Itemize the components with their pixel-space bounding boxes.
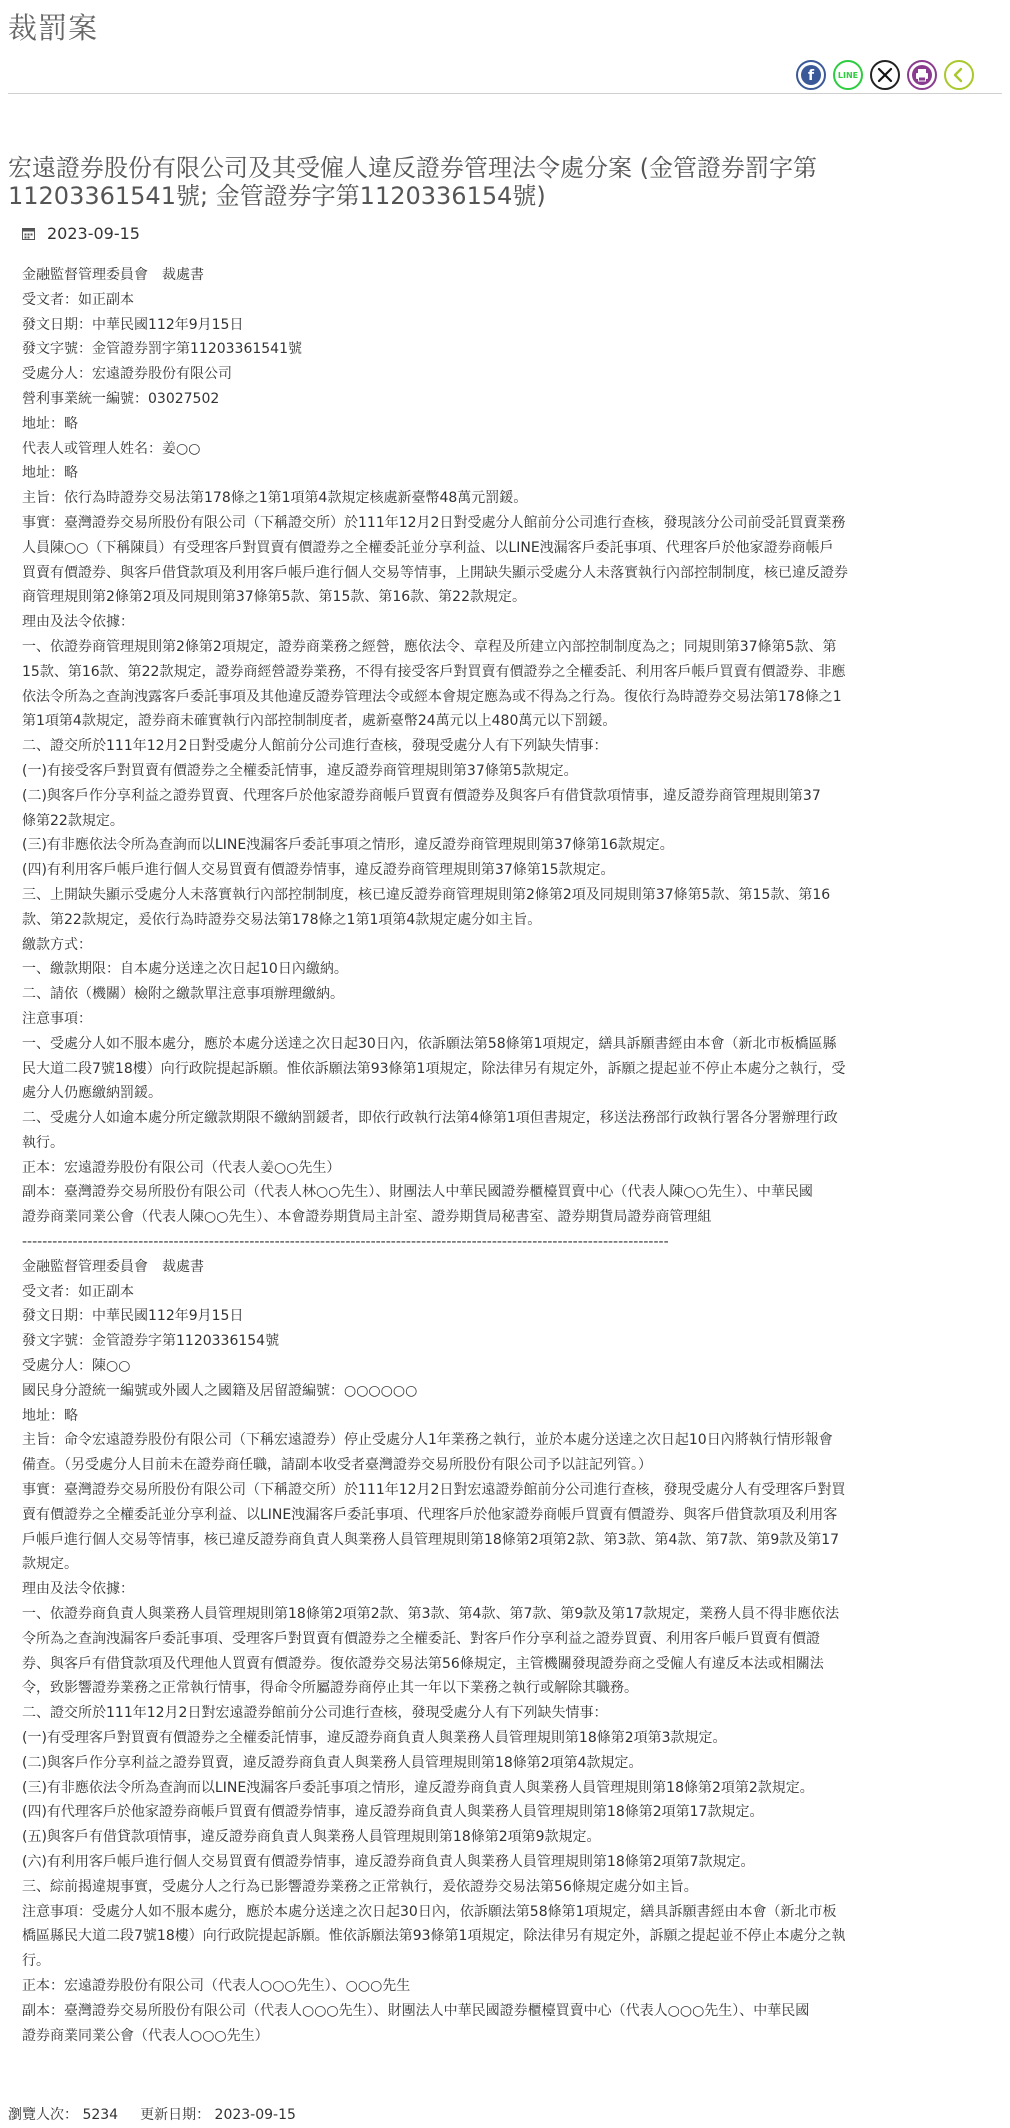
facebook-share-button[interactable] xyxy=(796,60,826,90)
document-line: 注意事項：受處分人如不服本處分，應於本處分送達之次日起30日內，依訴願法第58條第1項規定，繕具訴願書經由本會（新北市板 xyxy=(22,1903,837,1920)
document-line: 副本：臺灣證券交易所股份有限公司（代表人○○○先生）、財團法人中華民國證券櫃檯買賣中心（代表人○○○先生）、中華民國 xyxy=(22,2002,810,2019)
document-line: 三、上開缺失顯示受處分人未落實執行內部控制制度，核已違反證券商管理規則第2條第2項及同規則第37條第5款、第15款、第16 xyxy=(22,886,831,903)
heading-divider xyxy=(8,93,1002,94)
document-line: 橋區縣民大道二段7號18樓）向行政院提起訴願。惟依訴願法第93條第1項規定，除法律另有規定外，訴願之提起並不停止本處分之執 xyxy=(22,1928,846,1945)
document-line: 處分人仍應繳納罰鍰。 xyxy=(22,1085,162,1102)
document-line: 賣有價證券之全權委託並分享利益、以LINE洩漏客戶委託事項、代理客戶於他家證券商帳戶買賣有價證券、與客戶借貸款項及利用客 xyxy=(22,1506,838,1523)
document-line: 金融監督管理委員會 裁處書 xyxy=(22,1258,204,1275)
document-line: 代表人或管理人姓名：姜○○ xyxy=(22,440,201,457)
document-line: 事實：臺灣證券交易所股份有限公司（下稱證交所）於111年12月2日對受處分人館前分公司進行查核，發現該分公司前受託買賣業務 xyxy=(22,514,846,531)
document-line: (一)有接受客戶對買賣有價證券之全權委託情事，違反證券商管理規則第37條第5款規定。 xyxy=(22,762,578,779)
print-button[interactable] xyxy=(907,60,937,90)
updated-date: 更新日期： 2023-09-15 xyxy=(140,2107,296,2123)
document-line: 款規定。 xyxy=(22,1556,78,1573)
document-line: 受處分人：宏遠證券股份有限公司 xyxy=(22,366,232,383)
document-line: 地址：略 xyxy=(22,465,78,482)
document-line: (六)有利用客戶帳戶進行個人交易買賣有價證券情事，違反證券商負責人與業務人員管理規則第18條第2項第7款規定。 xyxy=(22,1854,755,1870)
document-line: 民大道二段7號18樓）向行政院提起訴願。惟依訴願法第93條第1項規定，除法律另有規定外，訴願之提起並不停止本處分之執行，受 xyxy=(22,1060,846,1077)
page-heading: 裁罰案 xyxy=(8,11,99,45)
document-line: 地址：略 xyxy=(22,415,78,432)
document-line: 戶帳戶進行個人交易等情事，核已違反證券商負責人與業務人員管理規則第18條第2項第2款、第3款、第4款、第7款、第9款及第17 xyxy=(22,1531,840,1548)
document-line: 主旨：依行為時證券交易法第178條之1第1項第4款規定核處新臺幣48萬元罰鍰。 xyxy=(22,490,528,507)
x-share-button[interactable] xyxy=(870,60,900,90)
document-line: (四)有利用客戶帳戶進行個人交易買賣有價證券情事，違反證券商管理規則第37條第15款規定。 xyxy=(22,862,615,879)
document-line: 令，致影響證券業務之正常執行情事，得命令所屬證券商停止其一年以下業務之執行或解除其職務。 xyxy=(22,1680,638,1697)
document-line: 繳款方式： xyxy=(22,936,92,953)
document-line: 第1項第4款規定，證券商未確實執行內部控制制度者，處新臺幣24萬元以上480萬元以下罰鍰。 xyxy=(22,713,617,730)
document-line: 受處分人：陳○○ xyxy=(22,1358,131,1375)
document-line: (四)有代理客戶於他家證券商帳戶買賣有價證券情事，違反證券商負責人與業務人員管理規則第18條第2項第17款規定。 xyxy=(22,1804,764,1821)
document-line: 正本：宏遠證券股份有限公司（代表人○○○先生）、○○○先生 xyxy=(22,1977,411,1994)
document-line: 二、證交所於111年12月2日對宏遠證券館前分公司進行查核，發現受處分人有下列缺失情事： xyxy=(22,1705,608,1722)
line-share-button[interactable] xyxy=(833,60,863,90)
document-line: (二)與客戶作分享利益之證券買賣、代理客戶於他家證券商帳戶買賣有價證券及與客戶有借貸款項情事，違反證券商管理規則第37 xyxy=(22,787,821,804)
document-line: 三、綜前揭違規事實，受處分人之行為已影響證券業務之正常執行，爰依證券交易法第56條規定處分如主旨。 xyxy=(22,1878,698,1895)
svg-text:f: f xyxy=(807,68,815,84)
document-line: 二、請依（機關）檢附之繳款單注意事項辦理繳納。 xyxy=(22,986,344,1003)
document-line: 發文日期：中華民國112年9月15日 xyxy=(22,316,244,333)
facebook-icon xyxy=(801,65,821,85)
document-line: 受文者：如正副本 xyxy=(22,1283,134,1300)
document-line: 依法令所為之查詢洩露客戶委託事項及其他違反證券管理法令或經本會規定應為或不得為之行為。復依行為時證券交易法第178條之1 xyxy=(22,688,842,705)
document-line: 15款、第16款、第22款規定，證券商經營證券業務，不得有接受客戶對買賣有價證券之全權委託、利用客戶帳戶買賣有價證券、非應 xyxy=(22,663,846,680)
back-button[interactable] xyxy=(944,60,974,90)
document-line: 發文字號：金管證券字第1120336154號 xyxy=(22,1333,280,1350)
document-line: 款、第22款規定，爰依行為時證券交易法第178條之1第1項第4款規定處分如主旨。 xyxy=(22,911,542,928)
document-line: 行。 xyxy=(22,1953,50,1970)
document-line: 證券商業同業公會（代表人○○○先生） xyxy=(22,2027,269,2044)
document-line: 理由及法令依據： xyxy=(22,614,134,631)
publish-date-row xyxy=(22,224,140,243)
document-line: 人員陳○○（下稱陳員）有受理客戶對買賣有價證券之全權委託並分享利益、以LINE洩漏客戶委託事項、代理客戶於他家證券商帳戶 xyxy=(22,539,834,556)
document-line: 條第22款規定。 xyxy=(22,812,124,829)
chevron-left-icon xyxy=(950,66,968,84)
print-icon xyxy=(912,65,932,85)
document-line: 注意事項： xyxy=(22,1010,92,1027)
document-line: 備查。（另受處分人目前未在證券商任職，請副本收受者臺灣證券交易所股份有限公司予以註記列管。） xyxy=(22,1457,652,1474)
share-toolbar xyxy=(796,60,974,90)
document-line: 副本：臺灣證券交易所股份有限公司（代表人林○○先生）、財團法人中華民國證券櫃檯買賣中心（代表人陳○○先生）、中華民國 xyxy=(22,1184,813,1201)
publish-date: 2023-09-15 xyxy=(47,224,140,243)
document-line: 一、依證券商管理規則第2條第2項規定，證券商業務之經營，應依法令、章程及所建立內部控制制度為之；同規則第37條第5款、第 xyxy=(22,638,837,655)
calendar-icon xyxy=(22,227,35,240)
document-line: 一、受處分人如不服本處分，應於本處分送達之次日起30日內，依訴願法第58條第1項規定，繕具訴願書經由本會（新北市板橋區縣 xyxy=(22,1035,837,1052)
document-title: 宏遠證券股份有限公司及其受僱人違反證券管理法令處分案 (金管證券罰字第11203361541號; 金管證券字第1120336154號) xyxy=(8,154,817,210)
document-line: (一)有受理客戶對買賣有價證券之全權委託情事，違反證券商負責人與業務人員管理規則第18條第2項第3款規定。 xyxy=(22,1730,727,1747)
document-line: (三)有非應依法令所為查詢而以LINE洩漏客戶委託事項之情形，違反證券商管理規則第37條第16款規定。 xyxy=(22,837,674,854)
document-line: 地址：略 xyxy=(22,1407,78,1424)
document-line: 一、依證券商負責人與業務人員管理規則第18條第2項第2款、第3款、第4款、第7款、第9款及第17款規定，業務人員不得非應依法 xyxy=(22,1606,840,1623)
document-line: 國民身分證統一編號或外國人之國籍及居留證編號：○○○○○○ xyxy=(22,1382,418,1399)
page-footer xyxy=(8,2104,296,2124)
document-line: (三)有非應依法令所為查詢而以LINE洩漏客戶委託事項之情形，違反證券商負責人與業務人員管理規則第18條第2項第2款規定。 xyxy=(22,1779,814,1796)
document-line: 執行。 xyxy=(22,1134,64,1151)
document-line: 金融監督管理委員會 裁處書 xyxy=(22,267,204,283)
document-line: 發文字號：金管證券罰字第11203361541號 xyxy=(22,341,302,358)
document-line: 理由及法令依據： xyxy=(22,1581,134,1598)
document-body xyxy=(22,263,982,2048)
document-line: 二、證交所於111年12月2日對受處分人館前分公司進行查核，發現受處分人有下列缺失情事： xyxy=(22,738,608,755)
document-line: 營利事業統一編號：03027502 xyxy=(22,390,220,407)
document-line: 事實：臺灣證券交易所股份有限公司（下稱證交所）於111年12月2日對宏遠證券館前分公司進行查核，發現受處分人有受理客戶對買 xyxy=(22,1482,846,1499)
document-line: 令所為之查詢洩漏客戶委託事項、受理客戶對買賣有價證券之全權委託、對客戶作分享利益之證券買賣、利用客戶帳戶買賣有價證 xyxy=(22,1630,820,1647)
x-logo-icon xyxy=(876,66,894,84)
line-icon xyxy=(836,65,860,85)
document-line: 發文日期：中華民國112年9月15日 xyxy=(22,1308,244,1325)
document-line: 一、繳款期限：自本處分送達之次日起10日內繳納。 xyxy=(22,961,348,978)
document-line: -------------------------------------------------------------------------------------------------------------------------------- xyxy=(22,1234,669,1251)
document-line: 證券商業同業公會（代表人陳○○先生）、本會證券期貨局主計室、證券期貨局秘書室、證券期貨局證券商管理組 xyxy=(22,1209,712,1226)
document-line: 正本：宏遠證券股份有限公司（代表人姜○○先生） xyxy=(22,1159,341,1176)
view-count: 瀏覽人次： 5234 xyxy=(8,2107,119,2123)
document-line: 券、與客戶有借貸款項及代理他人買賣有價證券。復依證券交易法第56條規定，主管機關發現證券商之受僱人有違反本法或相關法 xyxy=(22,1655,824,1672)
document-line: 買賣有價證券、與客戶借貸款項及利用客戶帳戶進行個人交易等情事，上開缺失顯示受處分人未落實執行內部控制制度，核已違反證券 xyxy=(22,564,848,581)
document-line: (二)與客戶作分享利益之證券買賣，違反證券商負責人與業務人員管理規則第18條第2項第4款規定。 xyxy=(22,1754,643,1771)
document-line: 商管理規則第2條第2項及同規則第37條第5款、第15款、第16款、第22款規定。 xyxy=(22,589,526,606)
svg-text:LINE: LINE xyxy=(837,71,859,80)
document-line: (五)與客戶有借貸款項情事，違反證券商負責人與業務人員管理規則第18條第2項第9款規定。 xyxy=(22,1829,601,1846)
document-line: 主旨：命令宏遠證券股份有限公司（下稱宏遠證券）停止受處分人1年業務之執行，並於本處分送達之次日起10日內將執行情形報會 xyxy=(22,1432,833,1449)
document-line: 受文者：如正副本 xyxy=(22,291,134,308)
document-line: 二、受處分人如逾本處分所定繳款期限不繳納罰鍰者，即依行政執行法第4條第1項但書規定，移送法務部行政執行署各分署辦理行政 xyxy=(22,1110,838,1127)
